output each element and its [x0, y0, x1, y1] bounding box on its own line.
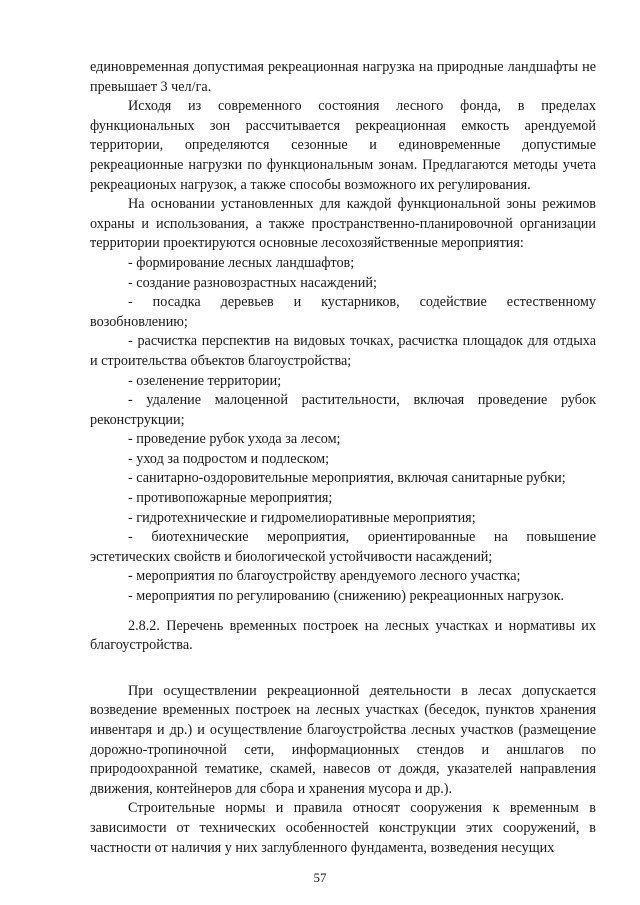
measures-list — [90, 254, 596, 607]
list-item: - мероприятия по благоустройству арендуемого лесного участка; — [128, 568, 521, 585]
paragraph-forestry-measures-intro: На основании установленных для каждой функциональной зоны режимов охраны и использования, а также пространственно-планировочной организации территории проектируются основные лесохозяйственные мероприятия: — [90, 196, 596, 252]
list-item: - озеленение территории; — [128, 372, 282, 389]
spacer — [90, 607, 596, 617]
paragraph-temporary-buildings: При осуществлении рекреационной деятельности в лесах допускается возведение временных построек на лесных участках (беседок, пунктов хранения инвентаря и др.) и осуществление благоустройства лесных участков (размещение дорожно-тропиночной сети, информационных стендов и аншлагов по природоохранной тематике, скамей, навесов от дождя, указателей направления движения, контейнеров для сбора и хранения мусора и др.). — [90, 682, 596, 797]
paragraph-building-norms: Строительные нормы и правила относят сооружения к временным в зависимости от технических особенностей конструкции этих сооружений, в частности от наличия у них заглубленного фундамента, возведения несущих — [90, 800, 596, 856]
list-item: - противопожарные мероприятия; — [128, 490, 333, 507]
paragraph-continuation: единовременная допустимая рекреационная нагрузка на природные ландшафты не превышает 3 чел/га. — [90, 59, 596, 95]
list-item: - создание разновозрастных насаждений; — [128, 274, 377, 291]
list-item: - формирование лесных ландшафтов; — [128, 254, 355, 271]
list-item: - биотехнические мероприятия, ориентированные на повышение эстетических свойств и биологической устойчивости насаждений; — [90, 529, 596, 565]
list-item: - расчистка перспектив на видовых точках, расчистка площадок для отдыха и строительства объектов благоустройства; — [90, 333, 596, 369]
page-number: 57 — [313, 870, 327, 885]
list-item: - мероприятия по регулированию (снижению) рекреационных нагрузок. — [128, 588, 565, 605]
list-item: - уход за подростом и подлеском; — [128, 450, 330, 467]
list-item: - гидротехнические и гидромелиоративные мероприятия; — [128, 509, 476, 526]
list-item: - проведение рубок ухода за лесом; — [128, 431, 341, 448]
paragraph-recreation-capacity: Исходя из современного состояния лесного фонда, в пределах функциональных зон рассчитывается рекреационная емкость арендуемой территории, определяются сезонные и единовременные допустимые рекреационные нагрузки по функциональным зонам. Предлагаются методы учета рекреационых нагрузок, а также способы возможного их регулирования. — [90, 98, 596, 193]
list-item: - санитарно-оздоровительные мероприятия, включая санитарные рубки; — [128, 470, 566, 487]
list-item: - посадка деревьев и кустарников, содействие естественному возобновлению; — [90, 294, 596, 330]
section-heading: 2.8.2. Перечень временных построек на лесных участках и нормативы их благоустройства. — [90, 617, 596, 654]
list-item: - удаление малоценной растительности, включая проведение рубок реконструкции; — [90, 392, 596, 428]
document-page — [90, 58, 596, 858]
spacer — [90, 656, 596, 682]
